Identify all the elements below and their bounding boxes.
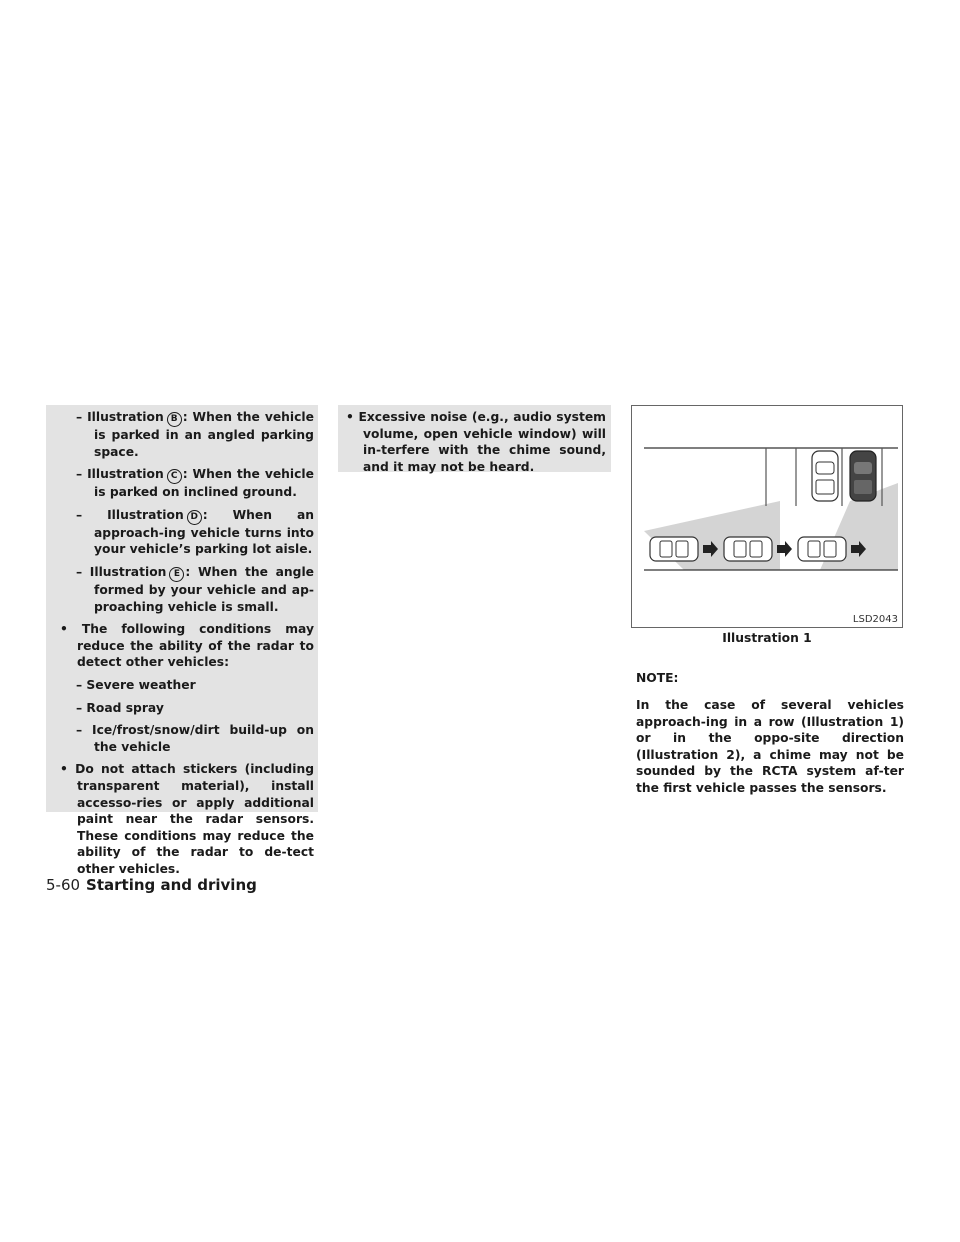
approaching-car bbox=[798, 537, 846, 561]
circled-letter-icon: D bbox=[187, 510, 202, 525]
list-item-text: : When an approach-ing vehicle turns into your vehicle’s parking lot aisle. bbox=[94, 507, 314, 557]
note-text: In the case of several vehicles approach-ing in a row (Illustration 1) or in the oppo-site direction (Illustration 2), a chime may not be sounded by the RCTA system af-ter the first vehicle passes the sensors. bbox=[636, 698, 904, 795]
warning-box-left bbox=[46, 405, 318, 876]
list-item-prefix: – Illustration bbox=[76, 507, 184, 522]
list-item-text: : When the angle formed by your vehicle and ap-proaching vehicle is small. bbox=[94, 564, 315, 614]
parking-diagram bbox=[632, 406, 902, 627]
page-footer bbox=[46, 876, 257, 894]
parked-car bbox=[812, 451, 838, 501]
approaching-car bbox=[650, 537, 698, 561]
list-item bbox=[60, 466, 314, 501]
list-item: – Road spray bbox=[76, 700, 164, 715]
approaching-car bbox=[724, 537, 772, 561]
list-item-text: : When the vehicle is parked in an angled parking space. bbox=[94, 410, 314, 459]
section-title: Starting and driving bbox=[86, 876, 257, 894]
list-item: – Ice/frost/snow/dirt build-up on the vehicle bbox=[76, 723, 314, 754]
list-item: • Do not attach stickers (including transparent material), install accesso-ries or apply additional paint near the radar sensors. These conditions may reduce the ability of the radar to de-tect other vehicles. bbox=[60, 762, 314, 876]
list-item-prefix: – Illustration bbox=[76, 410, 164, 424]
list-item bbox=[60, 507, 314, 558]
circled-letter-icon: C bbox=[167, 469, 182, 484]
figure-code: LSD2043 bbox=[852, 614, 898, 625]
list-item-prefix: – Illustration bbox=[76, 467, 164, 482]
list-item bbox=[60, 409, 314, 460]
list-item bbox=[60, 564, 314, 615]
list-item-prefix: – Illustration bbox=[76, 564, 167, 579]
list-item: – Severe weather bbox=[76, 677, 196, 692]
warning-box-right bbox=[338, 405, 611, 472]
circled-letter-icon: B bbox=[167, 412, 182, 427]
page-number: 5-60 bbox=[46, 876, 81, 894]
note-label: NOTE: bbox=[636, 671, 679, 685]
list-item-text: : When the vehicle is parked on inclined ground. bbox=[94, 467, 314, 500]
own-vehicle bbox=[850, 451, 876, 501]
circled-letter-icon: E bbox=[169, 567, 184, 582]
illustration-figure bbox=[631, 405, 903, 628]
list-item: • Excessive noise (e.g., audio system volume, open vehicle window) will in-terfere with the chime sound, and it may not be heard. bbox=[346, 410, 606, 474]
figure-caption: Illustration 1 bbox=[722, 631, 812, 645]
list-item: • The following conditions may reduce the ability of the radar to detect other vehicles: bbox=[60, 622, 314, 670]
